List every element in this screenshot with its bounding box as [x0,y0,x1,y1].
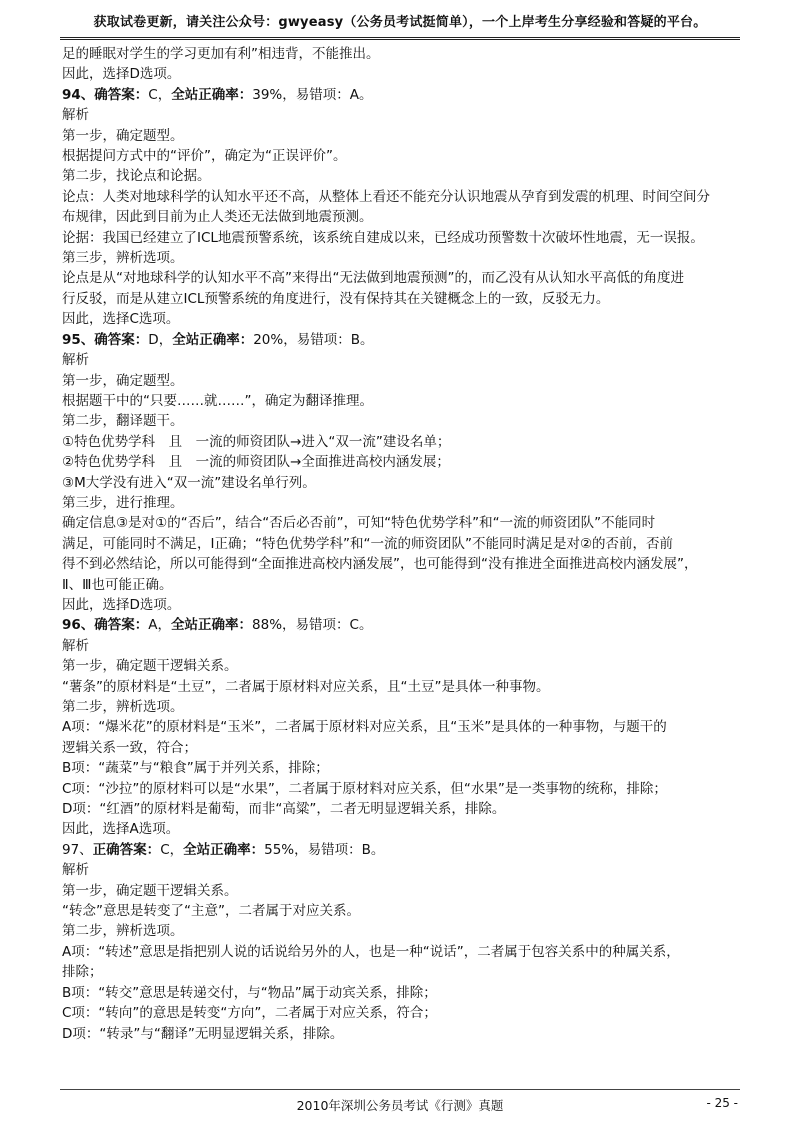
text-line: 因此，选择C选项。 [62,311,180,328]
text-line: 确定信息③是对①的“否后”，结合“否后必否前”，可知“特色优势学科”和“一流的师资团队”不能同时 [62,515,656,532]
text-line: 逻辑关系一致，符合； [62,739,197,756]
text-line: 论点：人类对地球科学的认知水平还不高，从整体上看还不能充分认识地震从孕育到发震的机理、时间空间分 [62,188,710,205]
text-line: 因此，选择D选项。 [62,66,181,83]
text-line: 因此，选择A选项。 [62,821,180,838]
question-97-heading [62,840,744,860]
text-line: 解析 [62,107,89,124]
text-line: 第二步，辨析选项。 [62,699,184,715]
text-line: 根据题干中的“只要……就……”，确定为翻译推理。 [62,392,373,409]
text-line: 足的睡眠对学生的学习更加有利”相违背，不能推出。 [62,46,380,62]
rate-label: 全站正确率： [172,331,254,348]
answer-value: A， [148,617,172,634]
text-line: C项：“转向”的意思是转变“方向”，二者属于对应关系，符合； [62,1005,437,1022]
question-number: 94、 [62,86,95,103]
text-line: Ⅱ、Ⅲ也可能正确。 [62,576,173,593]
question-number: 96、 [62,617,95,634]
text-line: D项：“转录”与“翻译”无明显逻辑关系，排除。 [62,1025,344,1042]
rate-label: 全站正确率： [171,86,253,103]
text-line: 第三步，辨析选项。 [62,250,184,267]
answer-label: 正确答案： [92,841,161,858]
text-line: A项：“转述”意思是指把别人说的话说给另外的人，也是一种“说话”，二者属于包容关系中的种属关系， [62,943,680,960]
question-95-heading [62,330,744,350]
text-line: 第二步，找论点和论据。 [62,168,211,185]
page-number: - 25 - [706,1096,738,1110]
text-line: A项：“爆米花”的原材料是“玉米”，二者属于原材料对应关系，且“玉米”是具体的一种事物，与题干的 [62,719,667,736]
answer-label: 确答案： [94,86,149,103]
text-line: 第一步，确定题型。 [62,372,184,389]
rate-value: 39%，易错项：A。 [252,86,373,103]
text-line: 满足，可能同时不满足，Ⅰ正确；“特色优势学科”和“一流的师资团队”不能同时满足是对②的否前，否前 [62,535,674,552]
answer-value: D， [148,331,173,348]
page-footer [60,1089,740,1113]
text-line: 解析 [62,637,89,654]
text-line: 第二步，翻译题干。 [62,413,184,430]
text-line: B项：“蔬菜”与“粮食”属于并列关系，排除； [62,760,329,777]
text-line: ③M大学没有进入“双一流”建设名单行列。 [62,474,316,491]
text-line: 解析 [62,862,89,879]
text-line: 布规律，因此到目前为止人类还无法做到地震预测。 [62,209,373,226]
rate-value: 88%，易错项：C。 [252,617,373,634]
text-line: C项：“沙拉”的原材料可以是“水果”，二者属于原材料对应关系，但“水果”是一类事物的统称，排除； [62,780,667,797]
page-header: 获取试卷更新，请关注公众号：gwyeasy（公务员考试挺简单），一个上岸考生分享经验和答疑的平台。 [93,15,707,30]
text-line: “薯条”的原材料是“土豆”，二者属于原材料对应关系，且“土豆”是具体一种事物。 [62,678,550,695]
text-line: ①特色优势学科 且 一流的师资团队→进入“双一流”建设名单； [62,433,451,450]
rate-value: 20%，易错项：B。 [253,331,374,348]
question-96-heading [62,615,744,635]
text-line: 论据：我国已经建立了ICL地震预警系统，该系统自建成以来，已经成功预警数十次破坏性地震，无一误报。 [62,229,704,246]
question-94-heading [62,85,744,105]
footer-title: 2010年深圳公务员考试《行测》真题 [296,1098,504,1113]
text-line: D项：“红酒”的原材料是葡萄，而非“高粱”，二者无明显逻辑关系，排除。 [62,801,506,818]
text-line: B项：“转交”意思是转递交付，与“物品”属于动宾关系，排除； [62,984,437,1001]
answer-value: C， [160,841,184,858]
text-line: 因此，选择D选项。 [62,596,181,613]
text-line: 解析 [62,352,89,369]
text-line: 论点是从“对地球科学的认知水平不高”来得出“无法做到地震预测”的，而乙没有从认知水平高低的角度进 [62,270,684,287]
answer-label: 确答案： [94,617,149,634]
answer-explanations [62,44,744,1044]
text-line: 第二步，辨析选项。 [62,923,184,940]
text-line: “转念”意思是转变了“主意”，二者属于对应关系。 [62,903,360,920]
rate-label: 全站正确率： [171,617,253,634]
rate-value: 55%，易错项：B。 [264,841,385,858]
text-line: 第三步，进行推理。 [62,494,184,511]
answer-value: C， [148,86,172,103]
text-line: 第一步，确定题型。 [62,127,184,144]
answer-label: 确答案： [94,331,149,348]
text-line: 排除； [62,964,103,981]
question-number: 97、 [62,841,93,858]
question-number: 95、 [62,331,95,348]
text-line: 根据提问方式中的“评价”，确定为“正误评价”。 [62,148,347,165]
text-line: 第一步，确定题干逻辑关系。 [62,882,238,899]
text-line: 第一步，确定题干逻辑关系。 [62,658,238,675]
text-line: 得不到必然结论，所以可能得到“全面推进高校内涵发展”，也可能得到“没有推进全面推进高校内涵发展”， [62,556,698,573]
header-divider [60,37,740,40]
text-line: ②特色优势学科 且 一流的师资团队→全面推进高校内涵发展； [62,454,450,471]
text-line: 行反驳，而是从建立ICL预警系统的角度进行，没有保持其在关键概念上的一致，反驳无力。 [62,290,610,307]
rate-label: 全站正确率： [183,841,265,858]
